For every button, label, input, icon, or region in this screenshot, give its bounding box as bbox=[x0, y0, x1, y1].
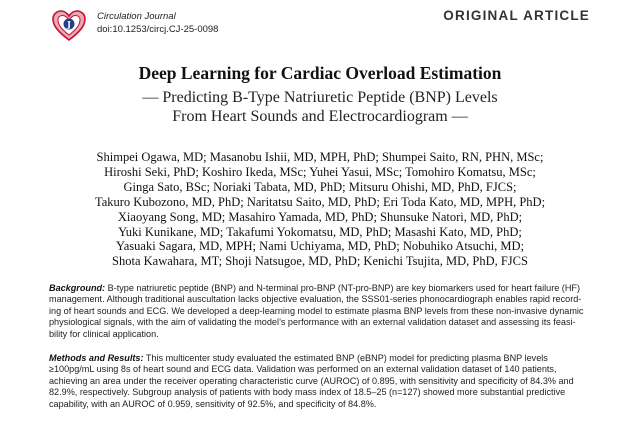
abstract-line bbox=[49, 353, 593, 364]
author-line: Yasuaki Sagara, MD, MPH; Nami Uchiyama, MD, PhD; Nobuhiko Atsuchi, MD; bbox=[115, 239, 525, 254]
author-line: Takuro Kubozono, MD, PhD; Naritatsu Saito, MD, PhD; Eri Toda Kato, MD, MPH, PhD; bbox=[94, 194, 546, 209]
abstract-text: B-type natriuretic peptide (BNP) and N-terminal pro-BNP (NT-pro-BNP) are key biomarkers used for heart failure (HF) bbox=[107, 283, 580, 293]
paper-subtitle-line: From Heart Sounds and Electrocardiogram — bbox=[172, 108, 468, 125]
author-line: Hiroshi Seki, PhD; Koshiro Ikeda, MSc; Yuhei Yasui, MSc; Tomohiro Komatsu, MSc; bbox=[104, 164, 536, 179]
abstract-methods-results-section bbox=[49, 353, 593, 410]
abstract-text: This multicenter study evaluated the estimated BNP (eBNP) model for predicting plasma BNP levels bbox=[145, 353, 548, 363]
article-type-label: ORIGINAL ARTICLE bbox=[443, 8, 590, 23]
author-line: Shota Kawahara, MT; Shoji Natsugoe, MD, PhD; Kenichi Tsujita, MD, PhD, FJCS bbox=[112, 254, 528, 269]
abstract-line: 82.9%, respectively. Subgroup analysis of patients with body mass index of 18.5–25 (n=127) showed more substantial predictive bbox=[49, 387, 566, 398]
abstract-line: physiological signals, with the aim of validating the model’s performance with an external validation dataset and assessing its feasi- bbox=[49, 317, 576, 328]
abstract-line: achieving an area under the receiver operating characteristic curve (AUROC) of 0.895, with sensitivity and specificity of 84.3% and bbox=[49, 375, 574, 386]
abstract-line: ≥100pg/mL using 8s of heart sound and ECG data. Validation was performed on an external validation dataset of 140 patients, bbox=[49, 364, 557, 375]
paper-subtitle-line: — Predicting B-Type Natriuretic Peptide (BNP) Levels bbox=[142, 89, 498, 106]
author-line: Shimpei Ogawa, MD; Masanobu Ishii, MD, MPH, PhD; Shumpei Saito, RN, PHN, MSc; bbox=[96, 150, 544, 164]
background-heading: Background: bbox=[49, 283, 106, 293]
abstract-line: management. Although traditional auscultation lacks objective evaluation, the SSS01-series phonocardiograph enables rapid record- bbox=[49, 294, 582, 305]
doi-text[interactable]: doi:10.1253/circj.CJ-25-0098 bbox=[97, 24, 219, 35]
author-line: Yuki Kunikane, MD; Takafumi Yokomatsu, MD, PhD; Masashi Kato, MD, PhD; bbox=[118, 224, 522, 239]
paper-title: Deep Learning for Cardiac Overload Estimation bbox=[138, 63, 502, 83]
abstract-line: ing of heart sounds and ECG. We developed a deep-learning model to estimate plasma BNP levels from these non-invasive dynamic bbox=[49, 305, 584, 316]
abstract-line: bility for clinical application. bbox=[49, 328, 159, 339]
journal-logo-icon bbox=[50, 7, 88, 45]
methods-results-heading: Methods and Results: bbox=[49, 353, 144, 363]
author-line: Xiaoyang Song, MD; Masahiro Yamada, MD, PhD; Shunsuke Natori, MD, PhD; bbox=[117, 209, 523, 224]
abstract-background-section bbox=[49, 283, 593, 340]
author-list bbox=[0, 150, 640, 269]
svg-text:J: J bbox=[67, 19, 71, 29]
abstract-line bbox=[49, 283, 593, 294]
journal-name: Circulation Journal bbox=[97, 11, 176, 22]
author-line: Ginga Sato, BSc; Noriaki Tabata, MD, PhD; Mitsuru Ohishi, MD, PhD, FJCS; bbox=[123, 179, 517, 194]
abstract-line: capability, with an AUROC of 0.959, sensitivity of 92.5%, and specificity of 84.8%. bbox=[49, 398, 377, 409]
